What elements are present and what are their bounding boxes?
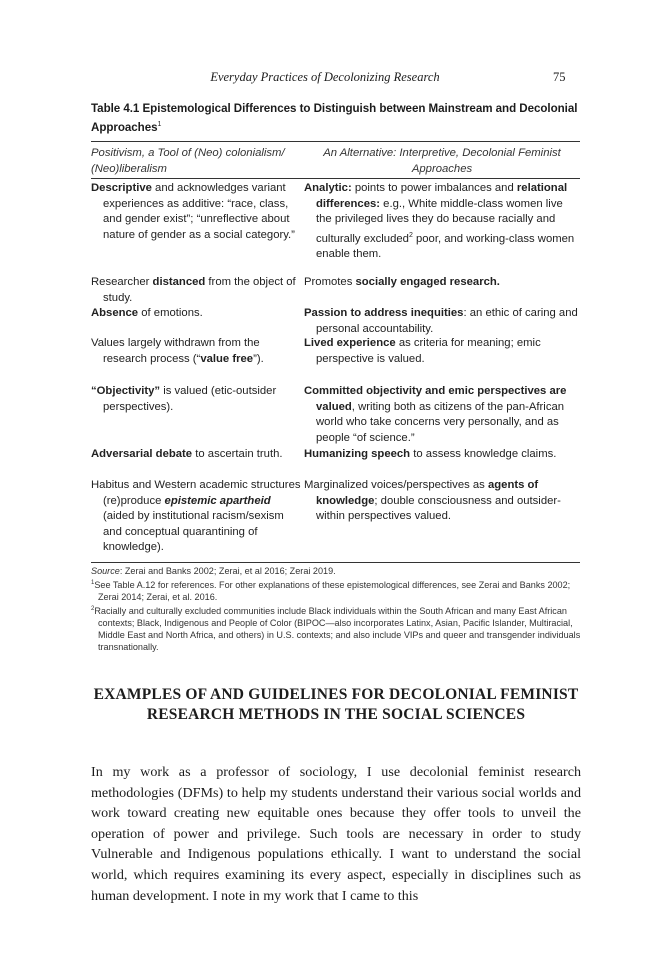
page-number: 75 (553, 70, 566, 84)
cell-text-run: : an ethic of caring and personal accountability. (316, 307, 578, 335)
cell-text (304, 384, 580, 446)
cell-text-run: Values largely withdrawn from the research process (“ (91, 337, 260, 365)
cell-text (91, 384, 303, 415)
cell-text-run: Promotes (304, 276, 356, 288)
cell-bold-run: relational differences: (316, 182, 568, 210)
cell-text-run: of emotions. (138, 307, 203, 319)
table-bottom-rule (91, 562, 580, 563)
source-text: : Zerai and Banks 2002; Zerai, et al 2016; Zerai 2019. (119, 566, 336, 576)
table-cell-left (91, 384, 303, 415)
running-title: Everyday Practices of Decolonizing Research (210, 70, 440, 84)
cell-text-run: to assess knowledge claims. (410, 448, 557, 460)
cell-text-run: ; double consciousness and outsider-within perspectives valued. (316, 494, 561, 523)
footnote-marker: 2 (91, 605, 95, 612)
footnote-text: See Table A.12 for references. For other explanations of these epistemological differences, see Zerai and Banks 2002; Zerai 2014; Zerai, et al. 2016. (94, 579, 571, 602)
cell-text-run: e.g., White middle-class women live the privileged lives they do because racially and culturally excluded (316, 197, 563, 245)
cell-bold-run: agents of knowledge (316, 479, 539, 507)
cell-text-run: as criteria for meaning; emic perspective is valued. (316, 337, 541, 365)
cell-text (304, 275, 580, 291)
cell-text (304, 181, 580, 263)
table-cell-left (91, 478, 303, 556)
cell-bold-run: Committed objectivity and emic perspectives are valued (304, 385, 567, 413)
table-cell-right (304, 384, 580, 446)
cell-text-run: (aided by institutional racism/sexism and conceptual quarantining of knowledge). (103, 510, 284, 554)
table-caption (91, 101, 581, 135)
column-header-positivism: Positivism, a Tool of (Neo) colonialism/ (Neo)liberalism (91, 147, 285, 175)
cell-text (91, 181, 303, 243)
table-cell-left (91, 336, 303, 367)
cell-bold-run: Absence (91, 307, 139, 319)
table-notes (91, 566, 581, 653)
cell-bold-run: Descriptive (91, 182, 152, 194)
cell-bold-run: Adversarial debate (91, 448, 193, 460)
table-cell-right (304, 478, 580, 525)
cell-text-run: Researcher (91, 276, 153, 288)
column-header-decolonial: An Alternative: Interpretive, Decolonial Feminist Approaches (323, 147, 561, 175)
table-cell-right (304, 181, 580, 263)
cell-text-run: and acknowledges variant experiences as additive: “race, class, and gender exist”; “unreflective about nature of gender as a social category.” (103, 182, 295, 241)
table-caption-text: Table 4.1 Epistemological Differences to Distinguish between Mainstream and Decolonial Approaches (91, 102, 578, 134)
cell-text (304, 336, 580, 367)
table-cell-left (91, 181, 303, 243)
table-footnote-2 (91, 604, 581, 654)
cell-text-run: ”). (253, 352, 264, 365)
table-cell-right (304, 336, 580, 367)
cell-text-run: to ascertain truth. (192, 448, 283, 460)
cell-text (91, 306, 303, 322)
body-paragraph: In my work as a professor of sociology, I use decolonial feminist research methodologies (DFMs) to help my students understand their various social worlds and work toward creating new equitable ones because they offer tools to unveil the operation of power and privilege. Such tools are necessary in order to study Vulnerable and Indigenous populations ethically. I want to understand the social world, which requires examining its every aspect, especially in disciplines such as human development. I note in my work that I came to this (91, 764, 581, 904)
cell-text-run: Habitus and Western academic structures (re)produce (91, 479, 301, 507)
cell-text (91, 336, 303, 367)
footnote-marker: 1 (91, 579, 95, 586)
caption-note-marker: 1 (157, 120, 162, 128)
cell-text-run: from the object of study. (103, 276, 296, 304)
cell-text (91, 275, 303, 306)
table-header-rule (91, 178, 580, 179)
body-text (91, 762, 581, 906)
table-cell-left (91, 275, 303, 306)
table-cell-left (91, 306, 303, 322)
cell-text-run: , writing both as citizens of the pan-African world who take concerns very personally, and as people “of science.” (316, 400, 565, 444)
footnote-text: Racially and culturally excluded communities include Black individuals within the South African and many East African contexts; Black, Indigenous and People of Color (BIPOC—also incorporates Latinx, Asian, Pacific Islander, Multiracial, Middle East and North Africa, and others) in U.S. contexts; and also include VIPs and queer and transgender individuals transnationally. (94, 605, 581, 652)
cell-text-run: poor, and working-class women enable them. (316, 232, 575, 261)
cell-text (304, 478, 580, 525)
cell-bold-run: Humanizing speech (304, 448, 411, 460)
table-cell-right (304, 275, 580, 291)
table-top-rule (91, 141, 580, 142)
cell-bold-run: “Objectivity” (91, 385, 161, 397)
cell-text-run: points to power imbalances and (351, 182, 517, 194)
table-footnote-1 (91, 578, 581, 604)
cell-text (304, 447, 580, 463)
cell-bold-italic-run: epistemic apartheid (164, 494, 271, 507)
cell-text-run: Marginalized voices/perspectives as (304, 479, 488, 491)
cell-bold-run: distanced (152, 276, 206, 288)
cell-text-run: is valued (etic-outsider perspectives). (103, 385, 277, 413)
table-cell-right (304, 447, 580, 463)
cell-footnote-marker: 2 (408, 231, 413, 239)
table-cell-left (91, 447, 303, 463)
table-source-note (91, 566, 581, 578)
table-cell-right (304, 306, 580, 337)
cell-text (91, 447, 303, 463)
cell-text (91, 478, 303, 556)
cell-bold-run: socially engaged research. (355, 276, 500, 288)
source-label: Source (91, 566, 120, 576)
section-heading: EXAMPLES OF AND GUIDELINES FOR DECOLONIAL FEMINIST RESEARCH METHODS IN THE SOCIAL SCIENCES (93, 686, 579, 723)
cell-bold-run: Lived experience (304, 337, 396, 349)
cell-bold-run: Passion to address inequities (304, 307, 464, 319)
cell-bold-run: value free (200, 352, 254, 365)
cell-text (304, 306, 580, 337)
cell-bold-run: Analytic: (304, 182, 352, 194)
